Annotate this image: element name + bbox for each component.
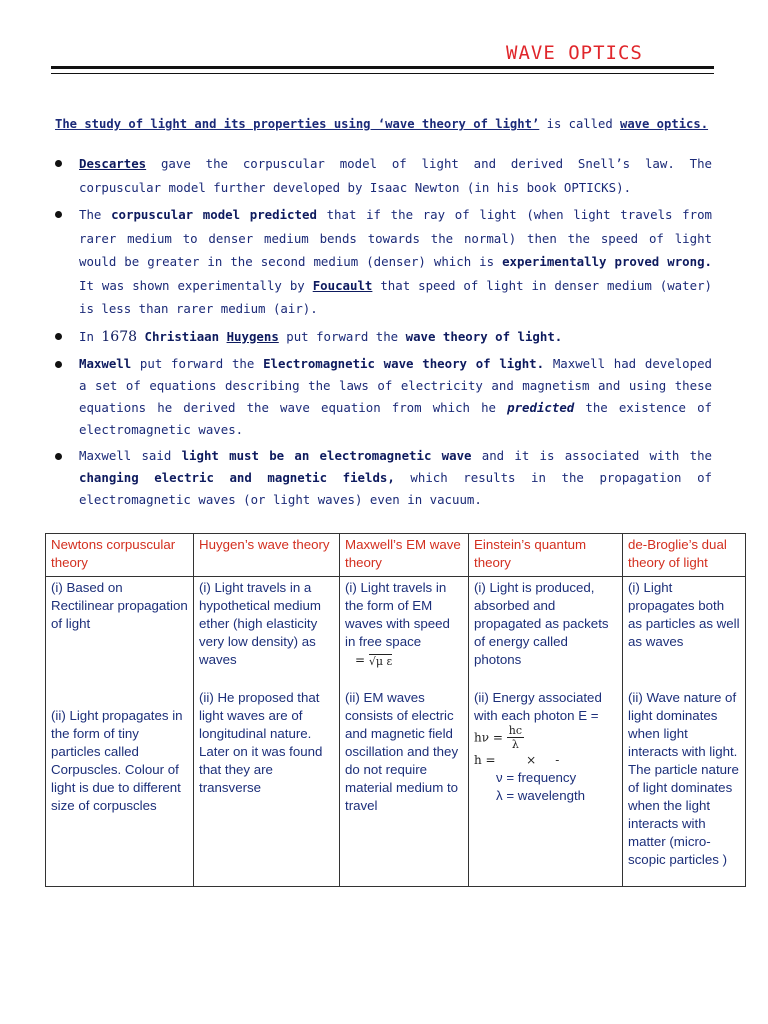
- huygens-year: 1678: [101, 328, 138, 345]
- debroglie-point-2: (ii) Wave nature of light dominates when light interacts with light. The particle nature of light dominates when the light interacts with matter (micro-scopic particles ): [628, 690, 739, 867]
- em-theory-emph: Electromagnetic wave theory of light.: [263, 356, 545, 371]
- cell-maxwell: [340, 577, 469, 887]
- maxwell-text-d: Maxwell had developed a set of equations describing the laws of electricity and magnetism and using these equations he derived the wave equation from which he: [79, 356, 712, 415]
- huygens-text-a: In: [79, 328, 102, 344]
- intro-lead: The study of light and its properties using ‘wave theory of light’: [55, 117, 540, 131]
- note-descartes: [52, 152, 712, 199]
- foucault-name: Foucault: [312, 277, 373, 293]
- corpuscular-text-g: that speed of light in denser medium (water) is less than rarer medium (air).: [79, 277, 712, 316]
- intro-middle: is called: [539, 117, 620, 131]
- proved-wrong-emph: experimentally proved wrong.: [502, 254, 712, 269]
- changing-fields-emph: changing electric and magnetic fields,: [79, 470, 395, 485]
- spacer: [51, 633, 188, 707]
- corpuscular-text-c: that if the ray of light (when light travels from rarer medium to denser medium bends towards the normal) then the speed of light would be greater in the second medium (denser) which is: [79, 207, 712, 269]
- header-huygens: Huygen’s wave theory: [194, 534, 340, 577]
- cell-newton: [46, 577, 194, 887]
- cell-einstein: [469, 577, 623, 887]
- formula-denominator: λ: [511, 738, 519, 751]
- cell-debroglie: [623, 577, 746, 887]
- planck-constant-line: h = × -: [474, 753, 560, 767]
- formula-numerator: hc: [508, 724, 522, 737]
- newton-point-2: (ii) Light propagates in the form of tiny particles called Corpuscles. Colour of light is due to different size of corpuscles: [51, 708, 183, 813]
- bullet-dot: [55, 361, 62, 368]
- spacer: [474, 669, 617, 689]
- wave-theory-emph: wave theory of light.: [405, 328, 563, 344]
- einstein-point-1: (i) Light is produced, absorbed and propagated as packets of energy called photons: [474, 580, 609, 667]
- maxwell-speed-formula: [345, 651, 463, 689]
- maxwell-said-text-e: which results in the propagation of electromagnetic waves (or light waves) even in vacuum.: [79, 470, 712, 507]
- bullet-dot: [55, 453, 62, 460]
- spacer: [199, 669, 334, 689]
- lambda-definition: λ = wavelength: [496, 788, 586, 803]
- cell-huygens: [194, 577, 340, 887]
- huygens-point-1: (i) Light travels in a hypothetical medium ether (high elasticity very low density) as waves: [199, 580, 321, 667]
- header-maxwell: Maxwell’s EM wave theory: [340, 534, 469, 577]
- nu-definition: ν = frequency: [496, 770, 577, 785]
- corpuscular-text-a: The: [79, 207, 112, 222]
- huygens-text-b: put forward the: [278, 328, 406, 344]
- spacer: [628, 651, 740, 689]
- header-newton: Newtons corpuscular theory: [46, 534, 194, 577]
- descartes-text: gave the corpuscular model of light and derived Snell’s law. The corpuscular model further developed by Isaac Newton (in his book OPTICKS).: [79, 156, 712, 195]
- formula-equals: =: [355, 653, 366, 667]
- corpuscular-text-e: It was shown experimentally by: [79, 277, 313, 293]
- maxwell-name: Maxwell: [79, 356, 132, 371]
- corpuscular-emph: corpuscular model predicted: [111, 207, 317, 222]
- notes-list: [52, 152, 712, 515]
- maxwell-said-text-c: and it is associated with the: [471, 448, 713, 463]
- bullet-dot: [55, 333, 62, 340]
- page-header-title: WAVE OPTICS: [506, 42, 643, 64]
- predicted-emph: predicted: [507, 400, 575, 415]
- header-debroglie: de-Broglie’s dual theory of light: [623, 534, 746, 577]
- note-huygens: [52, 325, 712, 350]
- header-einstein: Einstein’s quantum theory: [469, 534, 623, 577]
- debroglie-point-1: (i) Light propagates both as particles as well as waves: [628, 580, 740, 649]
- formula-denominator: √μ ε: [368, 654, 393, 668]
- note-maxwell: [52, 353, 712, 441]
- header-rule-thick: [51, 66, 714, 69]
- huygens-last-name: Huygens: [226, 328, 279, 344]
- note-maxwell-said: [52, 445, 712, 511]
- maxwell-point-2: (ii) EM waves consists of electric and magnetic field oscillation and they do not require material medium to travel: [345, 690, 459, 813]
- bullet-dot: [55, 160, 62, 167]
- einstein-energy-formula: [474, 725, 617, 751]
- formula-lhs: hν =: [474, 730, 503, 745]
- header-rule-thin: [51, 73, 714, 74]
- table-header-row: [46, 534, 746, 577]
- em-wave-emph: light must be an electromagnetic wave: [181, 448, 472, 463]
- huygens-point-2: (ii) He proposed that light waves are of longitudinal nature. Later on it was found that they are transverse: [199, 690, 323, 795]
- formula-fraction: [507, 725, 524, 751]
- maxwell-text-b: put forward the: [131, 356, 264, 371]
- newton-point-1: (i) Based on Rectilinear propagation of light: [51, 580, 188, 631]
- theories-table: [45, 533, 746, 887]
- maxwell-point-1: (i) Light travels in the form of EM waves with speed in free space: [345, 580, 450, 649]
- table-row: [46, 577, 746, 887]
- huygens-first-name: Christiaan: [137, 328, 227, 344]
- descartes-name: Descartes: [79, 156, 147, 171]
- bullet-dot: [55, 211, 62, 218]
- maxwell-said-text-a: Maxwell said: [79, 448, 182, 463]
- einstein-point-2: (ii) Energy associated with each photon E =: [474, 690, 602, 723]
- formula-fraction: [369, 654, 392, 668]
- maxwell-text-f: the existence of electromagnetic waves.: [79, 400, 712, 437]
- intro-line: [55, 117, 715, 131]
- intro-term: wave optics.: [620, 117, 709, 131]
- note-corpuscular: [52, 203, 712, 321]
